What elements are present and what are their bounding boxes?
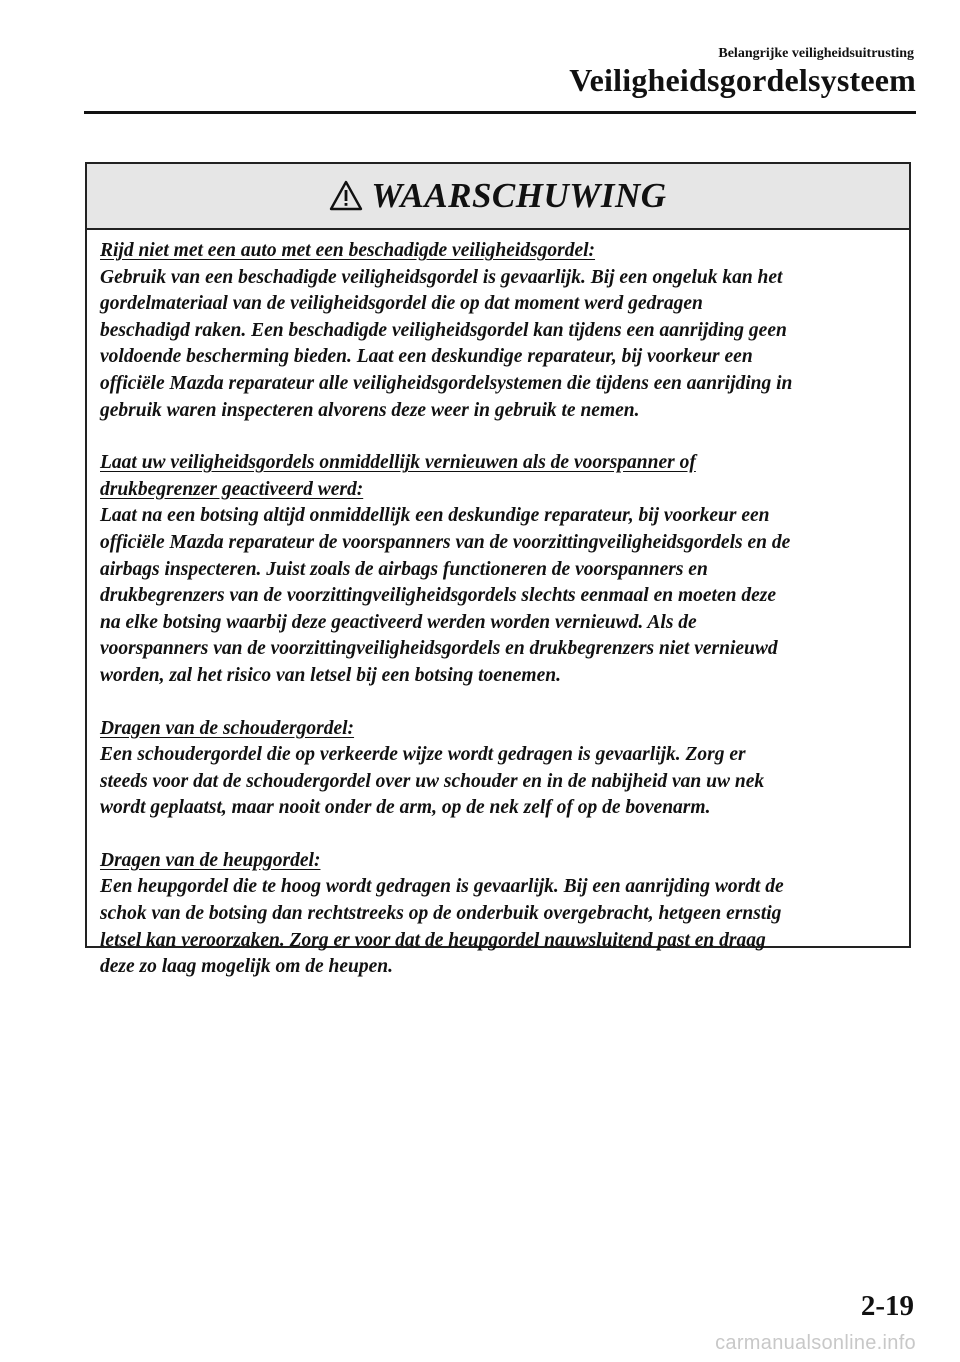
warning-triangle-icon — [329, 180, 363, 212]
warning-section-shoulder-belt — [100, 716, 895, 822]
text-line: Een heupgordel die te hoog wordt gedragen is gevaarlijk. Bij een aanrijding wordt de — [100, 876, 784, 898]
text-line: voldoende bescherming bieden. Laat een deskundige reparateur, bij voorkeur een — [100, 346, 753, 368]
section-heading: Dragen van de schoudergordel: — [100, 717, 355, 739]
text-line: worden, zal het risico van letsel bij een botsing toenemen. — [100, 664, 561, 686]
running-header-section: Belangrijke veiligheidsuitrusting — [718, 46, 914, 61]
warning-section-pretensioner — [100, 450, 895, 689]
section-heading: Laat uw veiligheidsgordels onmiddellijk vernieuwen als de voorspanner of — [100, 452, 696, 474]
running-header-title: Veiligheidsgordelsysteem — [569, 62, 916, 98]
header-divider — [84, 111, 916, 114]
section-heading: Rijd niet met een auto met een beschadigde veiligheidsgordel: — [100, 240, 596, 261]
text-line: airbags inspecteren. Juist zoals de airbags functioneren de voorspanners en — [100, 558, 708, 580]
section-heading: Dragen van de heupgordel: — [100, 849, 321, 871]
text-line: officiële Mazda reparateur alle veiligheidsgordelsystemen die tijdens een aanrijding in — [100, 372, 793, 394]
text-line: beschadigd raken. Een beschadigde veiligheidsgordel kan tijdens een aanrijding geen — [100, 319, 787, 341]
page-number: 2-19 — [860, 1290, 914, 1322]
text-line: Een schoudergordel die op verkeerde wijze wordt gedragen is gevaarlijk. Zorg er — [100, 744, 746, 766]
text-line: gordelmateriaal van de veiligheidsgordel die op dat moment werd gedragen — [100, 293, 703, 315]
warning-body — [87, 230, 909, 981]
warning-box — [85, 162, 911, 978]
warning-header — [87, 164, 909, 230]
warning-title: WAARSCHUWING — [371, 176, 667, 215]
text-line: na elke botsing waarbij deze geactiveerd werden worden vernieuwd. Als de — [100, 611, 697, 633]
text-line: schok van de botsing dan rechtstreeks op de onderbuik overgebracht, hetgeen ernstig — [100, 903, 782, 925]
warning-section-damaged-belt — [100, 238, 895, 424]
text-line: gebruik waren inspecteren alvorens deze weer in gebruik te nemen. — [100, 399, 640, 421]
text-line: officiële Mazda reparateur de voorspanners van de voorzittingveiligheidsgordels en de — [100, 531, 791, 553]
section-heading: drukbegrenzer geactiveerd werd: — [100, 478, 364, 500]
text-line: letsel kan veroorzaken. Zorg er voor dat de heupgordel nauwsluitend past en draag — [100, 929, 766, 951]
watermark: carmanualsonline.info — [715, 1332, 916, 1354]
text-line: Laat na een botsing altijd onmiddellijk een deskundige reparateur, bij voorkeur een — [100, 505, 770, 527]
text-line: steeds voor dat de schoudergordel over uw schouder en in de nabijheid van uw nek — [100, 770, 765, 792]
text-line: Gebruik van een beschadigde veiligheidsgordel is gevaarlijk. Bij een ongeluk kan het — [100, 266, 783, 288]
text-line: wordt geplaatst, maar nooit onder de arm, op de nek zelf of op de bovenarm. — [100, 797, 711, 819]
text-line: deze zo laag mogelijk om de heupen. — [100, 956, 394, 978]
text-line: drukbegrenzers van de voorzittingveiligheidsgordels slechts eenmaal en moeten deze — [100, 585, 776, 607]
text-line: voorspanners van de voorzittingveiligheidsgordels en drukbegrenzers niet vernieuwd — [100, 638, 778, 660]
warning-section-lap-belt — [100, 848, 895, 981]
